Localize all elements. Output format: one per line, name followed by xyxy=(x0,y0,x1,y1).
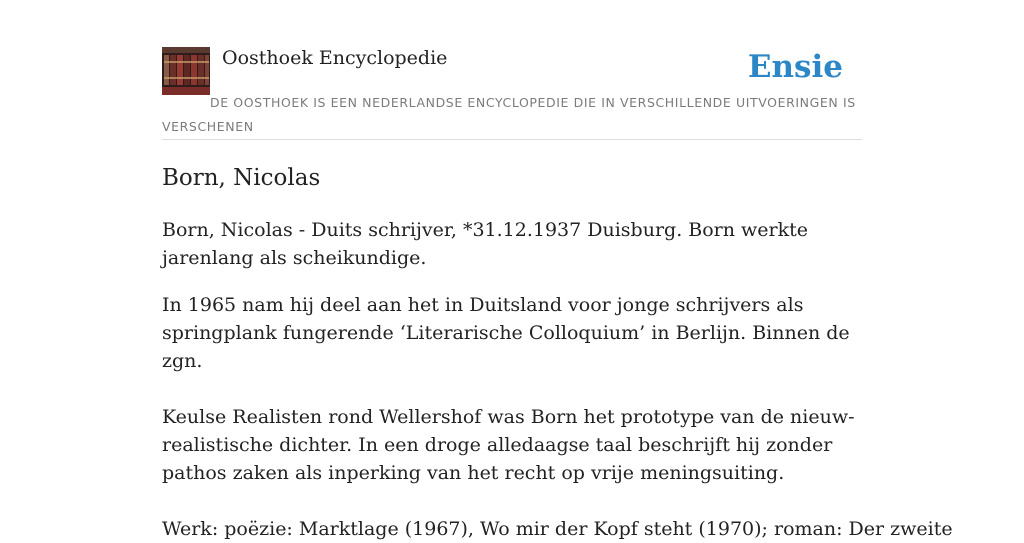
site-tagline: DE OOSTHOEK IS EEN NEDERLANDSE ENCYCLOPEDIE DIE IN VERSCHILLENDE UITVOERINGEN IS VERSCHENEN xyxy=(162,95,856,134)
article-title: Born, Nicolas xyxy=(162,165,321,191)
book-spines-icon xyxy=(162,47,210,95)
site-name[interactable]: Oosthoek Encyclopedie xyxy=(222,47,448,69)
article-paragraph: Born, Nicolas - Duits schrijver, *31.12.1937 Duisburg. Born werkte jarenlang als scheikundige. xyxy=(162,219,809,269)
article-paragraph: Keulse Realisten rond Wellershof was Born het prototype van de nieuw-realistische dichter. In een droge alledaagse taal beschrijft hij zonder pathos zaken als inperking van het recht op vrije meningsuiting. xyxy=(162,406,855,484)
article-paragraph: Werk: poëzie: Marktlage (1967), Wo mir der Kopf steht (1970); roman: Der zweite xyxy=(162,518,953,540)
brand-logo[interactable]: Ensie xyxy=(747,49,843,85)
avatar[interactable] xyxy=(162,47,210,95)
article-paragraph: In 1965 nam hij deel aan het in Duitsland voor jonge schrijvers als springplank fungerende ‘Literarische Colloquium’ in Berlijn. Binnen de zgn. xyxy=(162,294,850,372)
article xyxy=(162,160,953,543)
site-header xyxy=(162,45,862,140)
